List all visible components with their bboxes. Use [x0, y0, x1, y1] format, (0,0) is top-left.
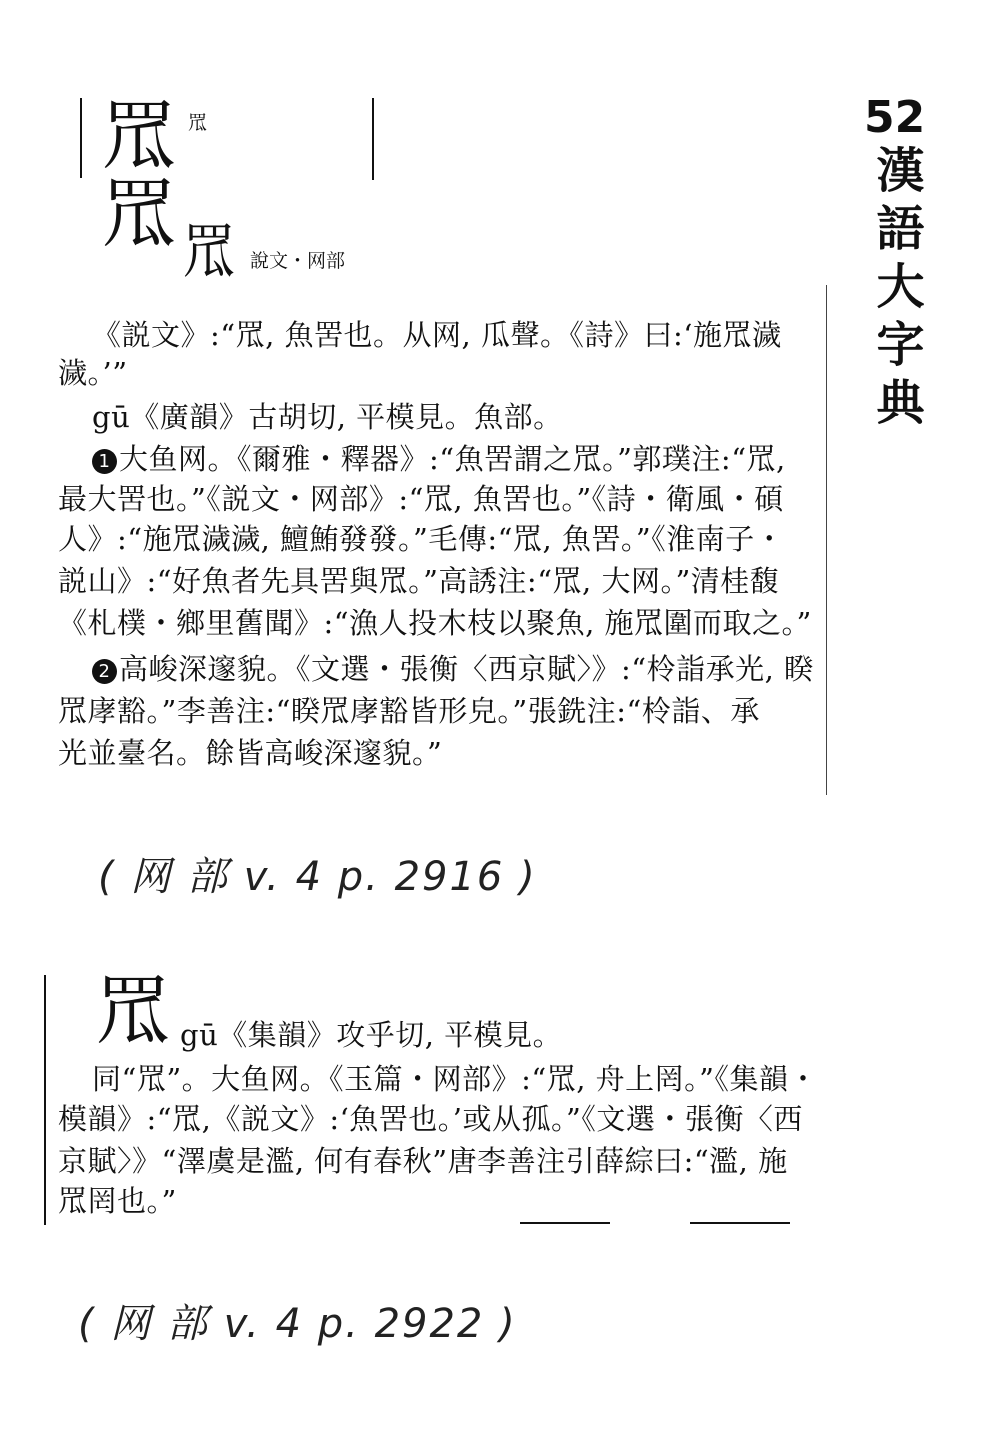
entry1-line-11: 光並臺名。餘皆高峻深邃貌。” [58, 736, 443, 770]
handwritten-note-2: ( 网 部 v. 4 p. 2922 ) [78, 1301, 517, 1347]
rule-right-top [372, 98, 374, 180]
entry2-line-1: 同“罛”。大鱼网。《玉篇・网部》:“罛, 舟上罔。”《集韻・ [92, 1062, 819, 1096]
entry1-line-3: gū《廣韻》古胡切, 平模見。魚部。 [92, 400, 563, 434]
entry1-line-8: 《札樸・鄉里舊聞》:“漁人投木枝以聚魚, 施罛圍而取之。” [58, 606, 812, 640]
entry1-line-7: 説山》:“好魚者先具罟與罛。”高誘注:“罛, 大网。”清桂馥 [58, 564, 780, 598]
rule-entry2-left [44, 975, 46, 1225]
seal-script-char: 罛 [182, 218, 236, 286]
entry1-line-2: 濊。’” [58, 356, 128, 390]
entry2-line-3: 京賦〉》“澤虞是濫, 何有春秋”唐李善注引薛綜曰:“濫, 施 [58, 1144, 788, 1178]
rule-page-edge [826, 285, 827, 795]
entry1-line-9: 高峻深邃貌。《文選・張衡〈西京賦〉》:“柃詣承光, 睽 [119, 652, 814, 686]
page-number: 52 [864, 92, 926, 143]
headword: 罛 [102, 94, 176, 180]
sense-1-marker: 1 [92, 449, 117, 474]
sense-2-marker: 2 [92, 659, 117, 684]
sense-2-line [92, 650, 814, 688]
entry2-pronunciation: gū《集韻》攻乎切, 平模見。 [180, 1018, 563, 1052]
headword-variant: 罛 [188, 112, 208, 134]
scan-divider-2 [690, 1222, 790, 1224]
entry1-line-6: 人》:“施罛濊濊, 鱣鮪發發。”毛傳:“罛, 魚罟。”《淮南子・ [58, 522, 785, 556]
headword-repeat: 罛 [102, 172, 176, 258]
entry1-line-1: 《説文》:“罛, 魚罟也。从网, 瓜聲。《詩》曰:‘施罛濊 [92, 318, 782, 352]
entry1-line-10: 罛庨豁。”李善注:“睽罛庨豁皆形皃。”張銑注:“柃詣、承 [58, 694, 760, 728]
handwritten-note-1: ( 网 部 v. 4 p. 2916 ) [98, 854, 537, 900]
entry2-headword: 罛 [96, 969, 170, 1055]
entry2-line-4: 罛罔也。” [58, 1184, 177, 1218]
seal-source: 說文・网部 [250, 250, 346, 272]
entry1-line-5: 最大罟也。”《説文・网部》:“罛, 魚罟也。”《詩・衛風・碩 [58, 482, 784, 516]
rule-left-top [80, 98, 82, 178]
book-title: 漢語大字典 [868, 145, 924, 435]
sense-1-line [92, 440, 786, 478]
entry1-line-4: 大鱼网。《爾雅・釋器》:“魚罟謂之罛。”郭璞注:“罛, [119, 442, 786, 476]
scan-divider-1 [520, 1222, 610, 1224]
entry2-line-2: 模韻》:“罛,《説文》:‘魚罟也。’或从孤。”《文選・張衡〈西 [58, 1102, 803, 1136]
